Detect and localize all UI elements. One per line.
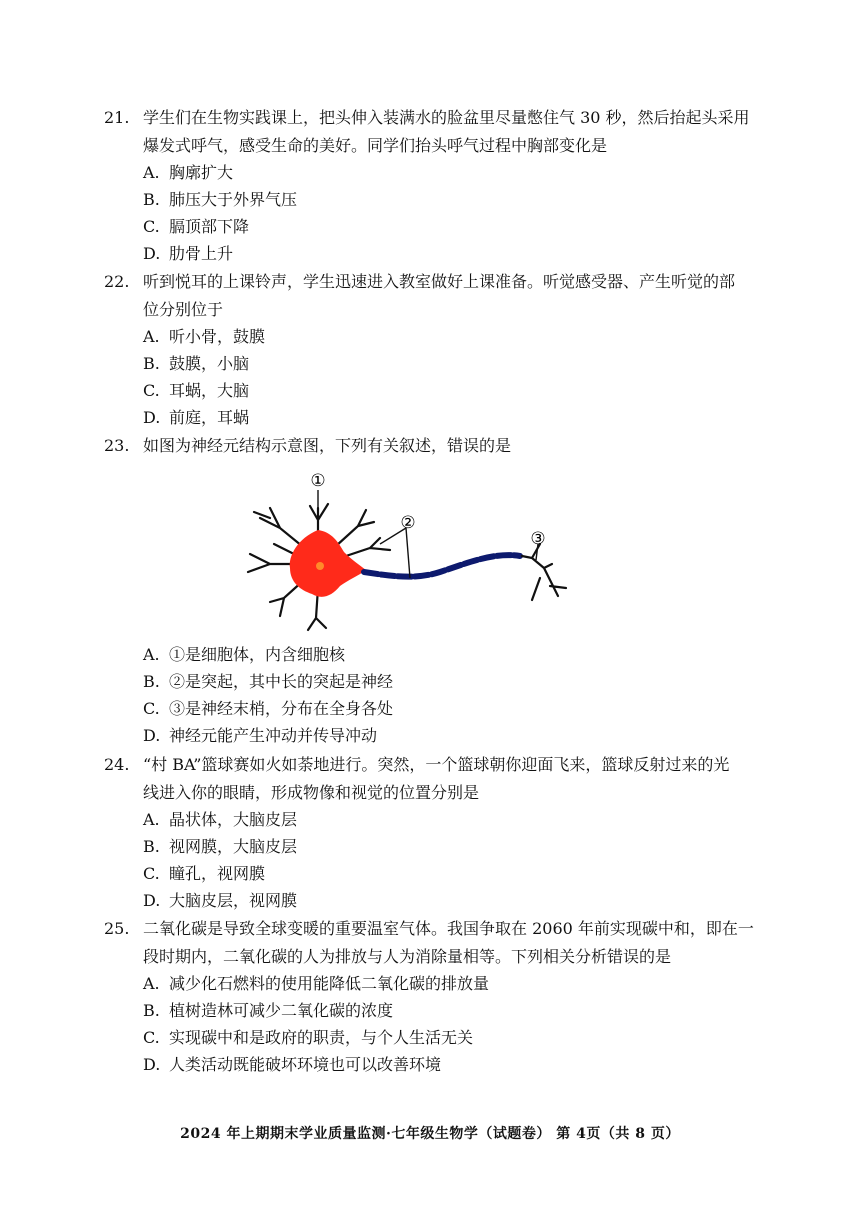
- question-number: 22.: [104, 272, 130, 291]
- option-a: A. 听小骨，鼓膜: [143, 327, 266, 346]
- option-b: B. 视网膜，大脑皮层: [143, 837, 298, 856]
- option-a: A. 减少化石燃料的使用能降低二氧化碳的排放量: [143, 974, 490, 993]
- option-d: D. 大脑皮层，视网膜: [143, 891, 298, 910]
- question-stem-line: 段时期内，二氧化碳的人为排放与人为消除量相等。下列相关分析错误的是: [143, 947, 672, 966]
- option-d: D. 肋骨上升: [143, 244, 234, 263]
- option-c: C. 耳蜗，大脑: [143, 381, 250, 400]
- axon: [364, 555, 520, 577]
- option-b: B. 肺压大于外界气压: [143, 190, 298, 209]
- question-number: 25.: [104, 919, 130, 938]
- option-d: D. 前庭，耳蜗: [143, 408, 250, 427]
- nucleus: [316, 562, 324, 570]
- question-stem-line: 爆发式呼气，感受生命的美好。同学们抬头呼气过程中胸部变化是: [143, 136, 608, 155]
- question-number: 24.: [104, 755, 130, 774]
- option-d: D. 神经元能产生冲动并传导冲动: [143, 726, 378, 745]
- svg-text:③: ③: [530, 529, 546, 549]
- question-number: 21.: [104, 108, 130, 127]
- nerve-endings: [522, 544, 566, 600]
- question-stem-line: 位分别位于: [143, 300, 224, 319]
- page-footer: 2024 年上期期末学业质量监测·七年级生物学（试题卷） 第 4页（共 8 页）: [180, 1126, 680, 1142]
- option-a: A. ①是细胞体，内含细胞核: [143, 645, 346, 664]
- question-stem-line: 听到悦耳的上课铃声，学生迅速进入教室做好上课准备。听觉感受器、产生听觉的部: [143, 272, 736, 291]
- label-3: [530, 529, 545, 549]
- question-number: 23.: [104, 436, 130, 455]
- label-2: [400, 513, 415, 533]
- cell-body: [290, 530, 366, 597]
- option-c: C. 膈顶部下降: [143, 217, 250, 236]
- label-1: [310, 471, 325, 491]
- option-b: B. 鼓膜，小脑: [143, 354, 250, 373]
- neuron-diagram: [240, 468, 580, 636]
- option-a: A. 晶状体，大脑皮层: [143, 810, 298, 829]
- question-stem-line: 如图为神经元结构示意图，下列有关叙述，错误的是: [143, 436, 512, 455]
- svg-text:①: ①: [310, 471, 326, 491]
- option-c: C. 瞳孔，视网膜: [143, 864, 266, 883]
- option-b: B. ②是突起，其中长的突起是神经: [143, 672, 394, 691]
- option-a: A. 胸廓扩大: [143, 163, 234, 182]
- question-stem-line: “村 BA”篮球赛如火如荼地进行。突然，一个篮球朝你迎面飞来，篮球反射过来的光: [143, 755, 730, 774]
- option-c: C. 实现碳中和是政府的职责，与个人生活无关: [143, 1028, 474, 1047]
- question-stem-line: 二氧化碳是导致全球变暖的重要温室气体。我国争取在 2060 年前实现碳中和，即在一: [143, 919, 754, 938]
- option-b: B. 植树造林可减少二氧化碳的浓度: [143, 1001, 394, 1020]
- option-d: D. 人类活动既能破坏环境也可以改善环境: [143, 1055, 442, 1074]
- question-stem-line: 学生们在生物实践课上，把头伸入装满水的脸盆里尽量憋住气 30 秒，然后抬起头采用: [143, 108, 750, 127]
- svg-text:②: ②: [400, 513, 416, 533]
- option-c: C. ③是神经末梢，分布在全身各处: [143, 699, 394, 718]
- question-stem-line: 线进入你的眼睛，形成物像和视觉的位置分别是: [143, 783, 480, 802]
